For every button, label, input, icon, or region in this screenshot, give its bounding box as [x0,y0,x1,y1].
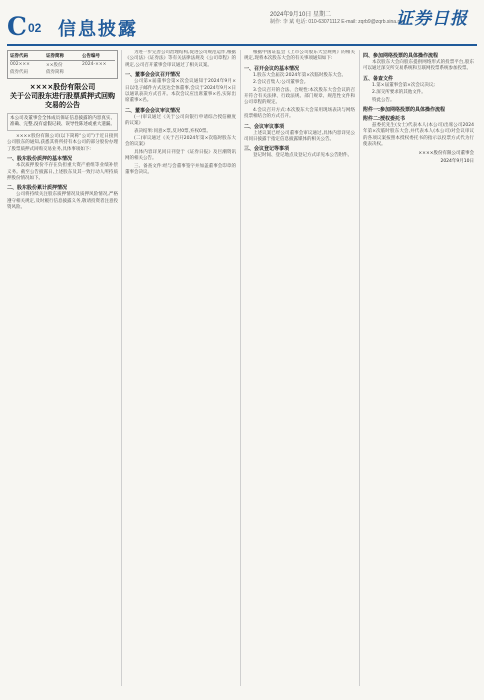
column-1 [7,50,118,686]
paragraph: 2.深交所要求的其他文件。 [372,90,426,96]
paragraph: 本次质押股份不存在负担重大资产重组等业绩补偿义务。截至公告披露日,上述股东及其一致行动人所持质押股份情况如下。 [7,163,118,182]
signature-date: 2024年9月10日 [440,158,474,164]
section-heading: 二、董事会会议审议情况 [125,107,181,114]
header-divider [7,44,477,46]
section-heading: 一、股东股份质押的基本情况 [7,156,73,163]
column-divider [359,50,360,686]
stock-code-header: 证券代码 证券简称 公告编号 [10,53,115,61]
stock-code-box [7,50,118,79]
paragraph: 三、备查文件:经与会董事签字并加盖董事会印章的董事会决议。 [125,163,236,176]
paragraph: 2.会议召集人:公司董事会。 [253,80,309,86]
section-title: 信息披露 [58,19,138,40]
announcement-title: ××××股份有限公司 关于公司股东进行股票质押式回购交易的公告 [10,83,115,109]
paragraph: 根据中国证监会《上市公司股东大会规则》的相关规定,现将本次股东大会的有关事项通知如下: [244,50,355,62]
issue-date: 2024年9月10日 星期二 [270,12,332,18]
paragraph: (二)审议通过《关于召开2024年第×次临时股东大会的议案》 [125,136,236,148]
paragraph: (一)审议通过《关于公司向银行申请综合授信额度的议案》 [125,114,236,127]
stock-code-row: 002××× ××股份 2024-××× [10,62,107,68]
paragraph: 登记时间、登记地点及登记方式详见本公告附件。 [253,153,352,159]
paragraph: 公司将持续关注股东质押情况及质押风险情况,严格遵守相关规定,及时履行信息披露义务,敬请投资者注意投资风险。 [7,192,118,211]
editor-contact: 制作: 李 斌 电话: 010-63071112 E-mail: zqrb9@zqrb.sina.net [270,19,405,25]
section-heading: 三、会议登记等事项 [244,146,290,153]
board-guarantee-notice: 本公司及董事会全体成员保证信息披露的内容真实、准确、完整,没有虚假记载、误导性陈述或重大遗漏。 [7,113,118,131]
section-heading: 二、会议审议事项 [244,123,285,130]
paragraph: 特此公告。 [372,97,395,103]
column-4 [363,50,474,686]
section-heading: 附件二:授权委托书 [363,116,406,123]
paragraph: 具体内容详见同日刊登于《证券日报》及巨潮资讯网的相关公告。 [125,149,236,162]
section-heading: 一、董事会会议召开情况 [125,72,181,79]
page-number: 02 [28,21,42,35]
column-divider [240,50,241,686]
section-heading: 四、参加网络投票的具体操作流程 [363,53,439,59]
paragraph: 表决结果:同意×票,反对0票,弃权0票。 [134,128,211,134]
paragraph: 4.会议召开方式:本次股东大会采用现场表决与网络投票相结合的方式召开。 [244,107,355,120]
paragraph: 兹委托先生(女士)代表本人(本公司)出席公司2024年第×次临时股东大会,并代表本人(本公司)对会议审议的各项议案按照本授权委托书的指示以投票方式代为行使表决权。 [363,123,474,148]
paragraph: 为进一步完善公司治理结构,促进公司规范运作,根据《公司法》《证券法》等有关法律法规及《公司章程》的规定,公司召开董事会审议通过了相关议案。 [125,50,236,68]
section-heading: 一、召开会议的基本情况 [244,65,300,72]
section-heading: 附件一:参加网络投票的具体操作流程 [363,107,446,114]
paragraph: ××××股份有限公司(以下简称“公司”)于近日接到公司股东的通知,获悉其将所持有本公司的部分股份办理了股票质押式回购交易业务,具体事项如下: [7,134,118,152]
column-divider [121,50,122,686]
paragraph: 本次股东大会向股东提供网络形式的投票平台,股东可以通过深交所交易系统和互联网投票系统参加投票。 [363,60,474,72]
paragraph: 1.股东大会届次:2024年第×次临时股东大会。 [253,72,347,78]
stock-code-row: 债券代码 债券简称 [10,70,64,75]
signature-company: ××××股份有限公司董事会 [418,150,474,156]
column-3 [244,50,355,686]
column-2 [125,50,236,686]
section-heading: 二、股东股份累计质押情况 [7,185,68,192]
paragraph: 3.会议召开的合法、合规性:本次股东大会会议的召开符合有关法律、行政法规、部门规章、规范性文件和公司章程的规定。 [244,87,355,106]
section-letter-logo: C [7,12,26,41]
newspaper-masthead: 证券日报 [396,9,468,29]
paragraph: 1.第×届董事会第×次会议决议; [372,82,435,88]
paragraph: 公司第×届董事会第×次会议通知于2024年9月×日以电子邮件方式送达全体董事,会议于2024年9月×日以通讯表决方式召开。本次会议应出席董事×名,实际出席董事×名。 [125,79,236,104]
section-heading: 五、备查文件 [363,75,394,82]
page-header [0,0,484,44]
paragraph: 上述议案已经公司董事会审议通过,具体内容详见公司同日披露于指定信息披露媒体的相关公告。 [244,130,355,143]
